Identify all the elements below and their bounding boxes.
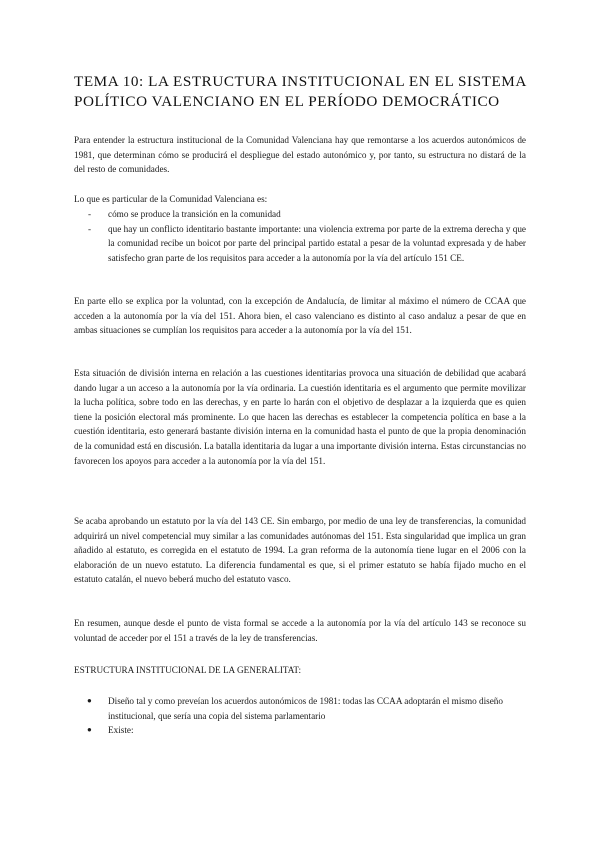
- dash-marker: -: [88, 209, 92, 219]
- dash-marker: -: [88, 223, 92, 234]
- particular-intro: Lo que es particular de la Comunidad Valenciana es:: [74, 194, 268, 204]
- bullet-marker: ●: [87, 696, 92, 705]
- document-title: TEMA 10: LA ESTRUCTURA INSTITUCIONAL EN EL SISTEMA POLÍTICO VALENCIANO EN EL PERÍODO DEMOCRÁTICO: [74, 73, 527, 110]
- bullet-marker: ●: [87, 725, 92, 735]
- list-item-text: Diseño tal y como preveían los acuerdos autonómicos de 1981: todas las CCAA adoptarán el mismo diseño institucional, que sería una copia del sistema parlamentario: [108, 696, 503, 721]
- list-item: [74, 723, 526, 738]
- paragraph-5: En resumen, aunque desde el punto de vista formal se accede a la autonomía por la vía del artículo 143 se reconoce su voluntad de acceder por el 151 a través de la ley de transferencias.: [74, 618, 526, 643]
- list-item: [74, 207, 526, 222]
- intro-paragraph: Para entender la estructura institucional de la Comunidad Valenciana hay que remontarse a los acuerdos autonómicos de 1981, que determinan cómo se producirá el despliegue del estado autonómico y, por tanto, su estructura no distará de la del resto de comunidades.: [74, 135, 526, 175]
- list-item-text: que hay un conflicto identitario bastante importante: una violencia extrema por parte de la extrema derecha y que la comunidad recibe un boicot por parte del principal partido estatal a pesar de la voluntad expresada y de haber satisfecho gran parte de los requisitos para acceder a la autonomía por la vía del artículo 151 CE.: [108, 223, 526, 263]
- list-item: [74, 694, 526, 723]
- paragraph-2: En parte ello se explica por la voluntad, con la excepción de Andalucía, de limitar al máximo el número de CCAA que acceden a la autonomía por la vía del 151. Ahora bien, el caso valenciano es distinto al caso andaluz a pesar de que en ambas situaciones se cumplían los requisitos para acceder a la autonomía por la vía del 151.: [74, 296, 526, 336]
- list-item-text: cómo se produce la transición en la comunidad: [108, 209, 281, 219]
- list-item: [74, 222, 526, 266]
- section-list: [74, 694, 526, 738]
- paragraph-4: Se acaba aprobando un estatuto por la vía del 143 CE. Sin embargo, por medio de una ley de transferencias, la comunidad adquirirá un nivel competencial muy similar a las comunidades autónomas del 151. Esta singularidad que implica un gran añadido al estatuto, es corregida en el estatuto de 1994. La gran reforma de la autonomía tiene lugar en el 2006 con la elaboración de un nuevo estatuto. La diferencia fundamental es que, si el primer estatuto se había fijado mucho en el estatuto catalán, el nuevo beberá mucho del estatuto vasco.: [74, 516, 526, 585]
- particular-list: [74, 207, 526, 265]
- list-item-text: Existe:: [108, 725, 134, 736]
- paragraph-3: Esta situación de división interna en relación a las cuestiones identitarias provoca una situación de debilidad que acabará dando lugar a un acceso a la autonomía por la vía ordinaria. La cuestión identitaria es el argumento que permite movilizar la lucha política, sobre todo en las derechas, y en parte lo harán con el objetivo de desplazar a la izquierda que es quien tiene la posición electoral más prominente. Lo que hacen las derechas es establecer la competencia política en base a la cuestión identitaria, esto generará bastante división interna en la comunidad hasta el punto de que la propia denominación de la comunidad está en discusión. La batalla identitaria da lugar a una importante división interna. Estas circunstancias no favorecen los apoyos para acceder a la autonomía por la vía del 151.: [74, 368, 526, 466]
- section-heading: ESTRUCTURA INSTITUCIONAL DE LA GENERALITAT:: [74, 665, 302, 675]
